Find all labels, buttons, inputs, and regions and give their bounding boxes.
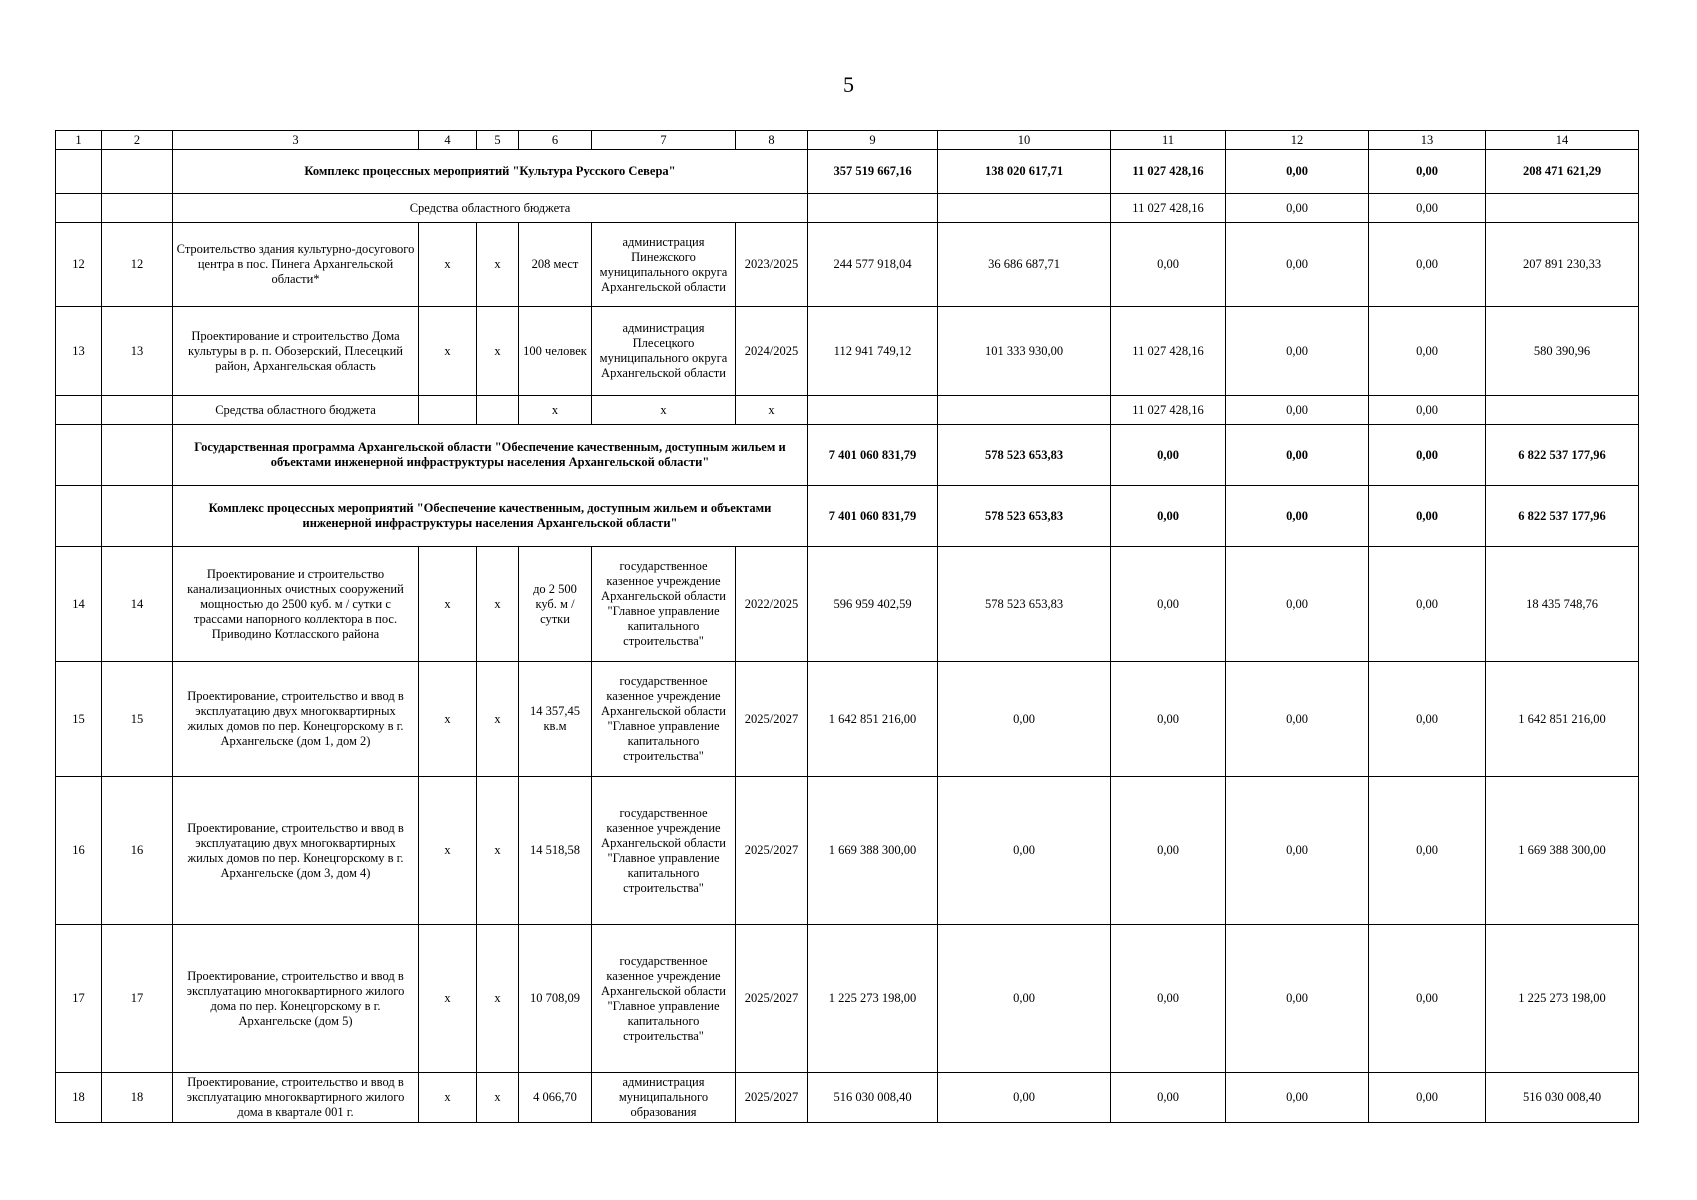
empty-cell	[808, 194, 938, 223]
empty-cell	[56, 486, 102, 547]
cell-col13: 0,00	[1369, 223, 1486, 307]
cell-col12: 0,00	[1226, 486, 1369, 547]
cell-col10: 578 523 653,83	[938, 547, 1111, 662]
complex-row-housing	[56, 486, 1639, 547]
cell-col10: 0,00	[938, 662, 1111, 777]
cell-col10: 578 523 653,83	[938, 486, 1111, 547]
cell-period: 2025/2027	[736, 925, 808, 1073]
column-number-row	[56, 131, 1639, 150]
cell-col1: 16	[56, 777, 102, 925]
cell-col9: 1 669 388 300,00	[808, 777, 938, 925]
column-number: 1	[56, 131, 102, 150]
cell-col5: х	[477, 662, 519, 777]
cell-col4: х	[419, 925, 477, 1073]
cell-object-name: Проектирование, строительство и ввод в эксплуатацию двух многоквартирных жилых домов по пер. Конецгорскому в г. Архангельске (дом 1, дом 2)	[173, 662, 419, 777]
cell-col12: 0,00	[1226, 307, 1369, 396]
empty-cell	[1486, 396, 1639, 425]
page-number: 5	[843, 72, 854, 97]
cell-customer: государственное казенное учреждение Архангельской области "Главное управление капитального строительства"	[592, 925, 736, 1073]
cell-col9: 7 401 060 831,79	[808, 486, 938, 547]
cell-col14: 18 435 748,76	[1486, 547, 1639, 662]
column-number: 6	[519, 131, 592, 150]
budget-row	[56, 396, 1639, 425]
cell-col1: 12	[56, 223, 102, 307]
column-number: 8	[736, 131, 808, 150]
cell-col2: 13	[102, 307, 173, 396]
cell-col10: 0,00	[938, 1073, 1111, 1123]
cell-col4: х	[419, 777, 477, 925]
empty-cell	[102, 194, 173, 223]
cell-col14: 207 891 230,33	[1486, 223, 1639, 307]
cell-col13: 0,00	[1369, 150, 1486, 194]
cell-col9: 1 642 851 216,00	[808, 662, 938, 777]
cell-col2: 17	[102, 925, 173, 1073]
cell-col11: 11 027 428,16	[1111, 307, 1226, 396]
empty-cell	[102, 150, 173, 194]
cell-col5: х	[477, 925, 519, 1073]
empty-cell	[102, 486, 173, 547]
cell-col11: 0,00	[1111, 425, 1226, 486]
cell-col2: 15	[102, 662, 173, 777]
column-number: 11	[1111, 131, 1226, 150]
program-row	[56, 425, 1639, 486]
cell-col2: 16	[102, 777, 173, 925]
cell-customer: администрация Плесецкого муниципального округа Архангельской области	[592, 307, 736, 396]
cell-col12: 0,00	[1226, 425, 1369, 486]
cell-object-name: Проектирование и строительство Дома культуры в р. п. Обозерский, Плесецкий район, Архангельская область	[173, 307, 419, 396]
cell-object-name: Проектирование, строительство и ввод в эксплуатацию двух многоквартирных жилых домов по пер. Конецгорскому в г. Архангельске (дом 3, дом 4)	[173, 777, 419, 925]
cell-col1: 13	[56, 307, 102, 396]
cell-col14: 1 669 388 300,00	[1486, 777, 1639, 925]
budget-label: Средства областного бюджета	[173, 194, 808, 223]
empty-cell	[477, 396, 519, 425]
program-title: Государственная программа Архангельской области "Обеспечение качественным, доступным жильем и объектами инженерной инфраструктуры населения Архангельской области"	[173, 425, 808, 486]
budget-label: Средства областного бюджета	[173, 396, 419, 425]
cell-col9: 516 030 008,40	[808, 1073, 938, 1123]
cell-col4: х	[419, 547, 477, 662]
cell-col5: х	[477, 777, 519, 925]
cell-col2: 18	[102, 1073, 173, 1123]
empty-cell	[808, 396, 938, 425]
column-number: 2	[102, 131, 173, 150]
cell-col12: 0,00	[1226, 547, 1369, 662]
cell-col13: 0,00	[1369, 396, 1486, 425]
cell-period: 2022/2025	[736, 547, 808, 662]
cell-capacity: до 2 500 куб. м / сутки	[519, 547, 592, 662]
cell-col14: 516 030 008,40	[1486, 1073, 1639, 1123]
empty-cell	[102, 425, 173, 486]
cell-col9: 7 401 060 831,79	[808, 425, 938, 486]
cell-col13: 0,00	[1369, 307, 1486, 396]
cell-period: 2025/2027	[736, 777, 808, 925]
empty-cell	[56, 194, 102, 223]
cell-period: 2024/2025	[736, 307, 808, 396]
cell-col11: 0,00	[1111, 547, 1226, 662]
budget-table	[55, 130, 1639, 1123]
cell-col11: 0,00	[1111, 925, 1226, 1073]
cell-col1: 14	[56, 547, 102, 662]
cell-object-name: Строительство здания культурно-досугового центра в пос. Пинега Архангельской области*	[173, 223, 419, 307]
cell-col12: 0,00	[1226, 150, 1369, 194]
cell-col14: 6 822 537 177,96	[1486, 425, 1639, 486]
cell-col4: х	[419, 223, 477, 307]
complex-row-culture	[56, 150, 1639, 194]
complex-title: Комплекс процессных мероприятий "Обеспечение качественным, доступным жильем и объектами инженерной инфраструктуры населения Архангельской области"	[173, 486, 808, 547]
cell-col12: 0,00	[1226, 223, 1369, 307]
table-row	[56, 662, 1639, 777]
cell-col13: 0,00	[1369, 1073, 1486, 1123]
table-row	[56, 547, 1639, 662]
empty-cell	[419, 396, 477, 425]
cell-col1: 15	[56, 662, 102, 777]
cell-col1: 17	[56, 925, 102, 1073]
cell-col9: 357 519 667,16	[808, 150, 938, 194]
cell-object-name: Проектирование, строительство и ввод в эксплуатацию многоквартирного жилого дома в квартале 001 г.	[173, 1073, 419, 1123]
cell-capacity: х	[519, 396, 592, 425]
cell-col11: 0,00	[1111, 486, 1226, 547]
cell-col14: 6 822 537 177,96	[1486, 486, 1639, 547]
table-row	[56, 1073, 1639, 1123]
column-number: 10	[938, 131, 1111, 150]
cell-object-name: Проектирование, строительство и ввод в эксплуатацию многоквартирного жилого дома по пер. Конецгорскому в г. Архангельске (дом 5)	[173, 925, 419, 1073]
cell-col13: 0,00	[1369, 662, 1486, 777]
cell-col10: 36 686 687,71	[938, 223, 1111, 307]
cell-col4: х	[419, 662, 477, 777]
cell-col11: 11 027 428,16	[1111, 194, 1226, 223]
cell-col9: 1 225 273 198,00	[808, 925, 938, 1073]
cell-col9: 244 577 918,04	[808, 223, 938, 307]
cell-col9: 112 941 749,12	[808, 307, 938, 396]
column-number: 3	[173, 131, 419, 150]
empty-cell	[1486, 194, 1639, 223]
cell-col5: х	[477, 547, 519, 662]
cell-col2: 12	[102, 223, 173, 307]
cell-period: 2023/2025	[736, 223, 808, 307]
cell-period: 2025/2027	[736, 662, 808, 777]
empty-cell	[56, 396, 102, 425]
empty-cell	[56, 425, 102, 486]
cell-col14: 208 471 621,29	[1486, 150, 1639, 194]
cell-col13: 0,00	[1369, 547, 1486, 662]
cell-col11: 0,00	[1111, 777, 1226, 925]
column-number: 14	[1486, 131, 1639, 150]
cell-customer: государственное казенное учреждение Архангельской области "Главное управление капитального строительства"	[592, 777, 736, 925]
table-row	[56, 307, 1639, 396]
cell-col10: 0,00	[938, 777, 1111, 925]
cell-col12: 0,00	[1226, 194, 1369, 223]
cell-col12: 0,00	[1226, 1073, 1369, 1123]
table-row	[56, 925, 1639, 1073]
column-number: 9	[808, 131, 938, 150]
complex-title: Комплекс процессных мероприятий "Культура Русского Севера"	[173, 150, 808, 194]
budget-row	[56, 194, 1639, 223]
cell-col10: 138 020 617,71	[938, 150, 1111, 194]
cell-col12: 0,00	[1226, 662, 1369, 777]
cell-col9: 596 959 402,59	[808, 547, 938, 662]
cell-customer: администрация Пинежского муниципального округа Архангельской области	[592, 223, 736, 307]
cell-col11: 0,00	[1111, 662, 1226, 777]
cell-object-name: Проектирование и строительство канализационных очистных сооружений мощностью до 2500 куб. м / сутки с трассами напорного коллектора в пос. Приводино Котласского района	[173, 547, 419, 662]
table-row	[56, 223, 1639, 307]
cell-col1: 18	[56, 1073, 102, 1123]
cell-col11: 11 027 428,16	[1111, 150, 1226, 194]
column-number: 7	[592, 131, 736, 150]
empty-cell	[938, 194, 1111, 223]
cell-capacity: 14 357,45 кв.м	[519, 662, 592, 777]
column-number: 5	[477, 131, 519, 150]
cell-customer: государственное казенное учреждение Архангельской области "Главное управление капитального строительства"	[592, 662, 736, 777]
cell-col10: 578 523 653,83	[938, 425, 1111, 486]
table-row	[56, 777, 1639, 925]
cell-col13: 0,00	[1369, 486, 1486, 547]
column-number: 13	[1369, 131, 1486, 150]
cell-customer: х	[592, 396, 736, 425]
cell-col10: 101 333 930,00	[938, 307, 1111, 396]
cell-col13: 0,00	[1369, 925, 1486, 1073]
cell-col5: х	[477, 307, 519, 396]
cell-col13: 0,00	[1369, 425, 1486, 486]
cell-col5: х	[477, 1073, 519, 1123]
cell-col13: 0,00	[1369, 777, 1486, 925]
column-number: 12	[1226, 131, 1369, 150]
cell-customer: администрация муниципального образования	[592, 1073, 736, 1123]
empty-cell	[56, 150, 102, 194]
cell-capacity: 10 708,09	[519, 925, 592, 1073]
cell-col11: 0,00	[1111, 1073, 1226, 1123]
cell-col13: 0,00	[1369, 194, 1486, 223]
cell-col14: 1 642 851 216,00	[1486, 662, 1639, 777]
cell-col4: х	[419, 307, 477, 396]
empty-cell	[102, 396, 173, 425]
cell-col14: 580 390,96	[1486, 307, 1639, 396]
cell-col12: 0,00	[1226, 925, 1369, 1073]
column-number: 4	[419, 131, 477, 150]
cell-col11: 11 027 428,16	[1111, 396, 1226, 425]
cell-customer: государственное казенное учреждение Архангельской области "Главное управление капитального строительства"	[592, 547, 736, 662]
cell-capacity: 100 человек	[519, 307, 592, 396]
empty-cell	[938, 396, 1111, 425]
cell-col4: х	[419, 1073, 477, 1123]
cell-col2: 14	[102, 547, 173, 662]
cell-col5: х	[477, 223, 519, 307]
cell-period: х	[736, 396, 808, 425]
cell-capacity: 14 518,58	[519, 777, 592, 925]
cell-col12: 0,00	[1226, 396, 1369, 425]
cell-col10: 0,00	[938, 925, 1111, 1073]
cell-capacity: 4 066,70	[519, 1073, 592, 1123]
cell-period: 2025/2027	[736, 1073, 808, 1123]
cell-col14: 1 225 273 198,00	[1486, 925, 1639, 1073]
cell-col11: 0,00	[1111, 223, 1226, 307]
cell-col12: 0,00	[1226, 777, 1369, 925]
cell-capacity: 208 мест	[519, 223, 592, 307]
